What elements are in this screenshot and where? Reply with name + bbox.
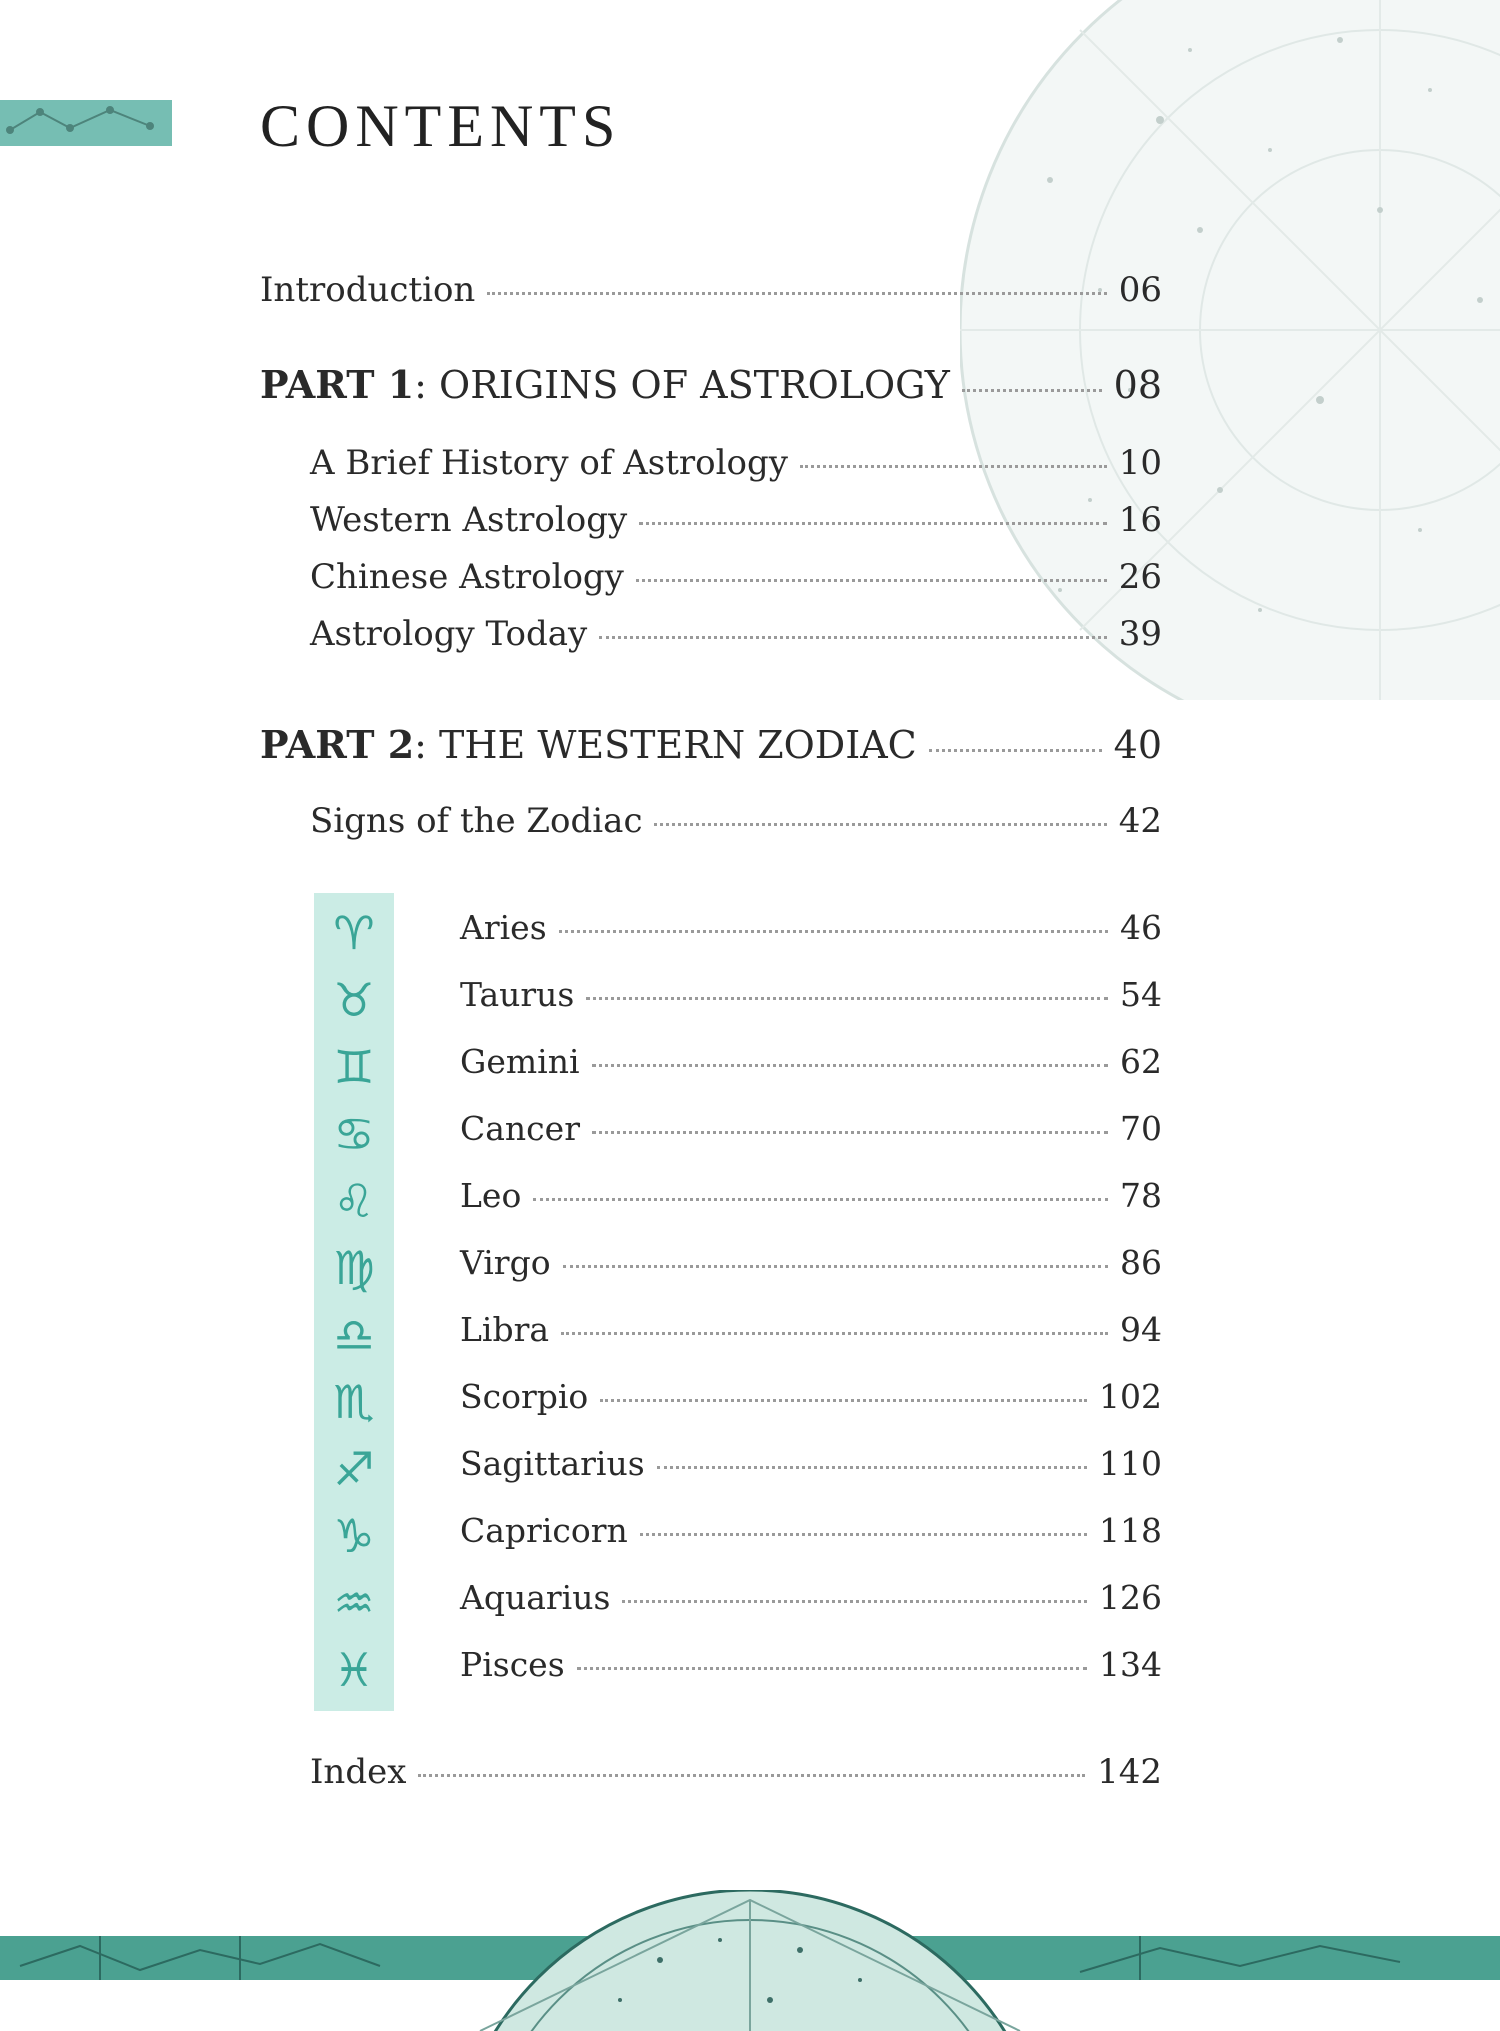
taurus-icon: ♉	[333, 973, 375, 1027]
gemini-icon: ♊	[333, 1040, 375, 1094]
dot-leader	[418, 1774, 1085, 1777]
toc-page: 118	[1099, 1511, 1162, 1550]
toc-label: Index	[310, 1752, 407, 1792]
toc-label: Pisces	[460, 1645, 565, 1684]
dot-leader	[622, 1600, 1087, 1603]
page-title: CONTENTS	[260, 93, 622, 159]
toc-entry-scorpio[interactable]	[460, 1377, 1162, 1416]
virgo-icon: ♍	[333, 1241, 375, 1295]
toc-page: 39	[1118, 614, 1162, 654]
toc-page: 86	[1120, 1243, 1162, 1282]
toc-page: 40	[1113, 723, 1162, 767]
toc-page: 142	[1097, 1752, 1162, 1792]
toc-page: 06	[1118, 270, 1162, 310]
dot-leader	[559, 930, 1108, 933]
toc-introduction[interactable]	[260, 270, 1162, 310]
toc-label: Leo	[460, 1176, 522, 1215]
toc-label: Cancer	[460, 1109, 580, 1148]
dot-leader	[636, 579, 1107, 582]
toc-page: 16	[1118, 500, 1162, 540]
toc-part-2[interactable]	[260, 722, 1162, 767]
toc-label: Taurus	[460, 975, 575, 1014]
dot-leader	[962, 389, 1102, 392]
star-chart-bottom-illustration	[440, 1890, 1060, 2031]
aquarius-icon: ♒	[333, 1576, 375, 1630]
toc-page: 110	[1099, 1444, 1162, 1483]
toc-page: 62	[1120, 1042, 1162, 1081]
dot-leader	[639, 522, 1107, 525]
decorative-band-top	[0, 100, 172, 146]
toc-entry-leo[interactable]	[460, 1176, 1162, 1215]
dot-leader	[600, 1399, 1087, 1402]
pisces-icon: ♓	[333, 1643, 375, 1697]
toc-entry-chinese-astrology[interactable]	[310, 557, 1162, 597]
dot-leader	[592, 1131, 1108, 1134]
toc-page: 134	[1099, 1645, 1162, 1684]
toc-label: A Brief History of Astrology	[310, 443, 788, 483]
toc-entry-aries[interactable]	[460, 908, 1162, 947]
toc-page: 08	[1113, 363, 1162, 407]
capricorn-icon: ♑	[333, 1509, 375, 1563]
part-name: : THE WESTERN ZODIAC	[414, 723, 917, 767]
toc-page: 70	[1120, 1109, 1162, 1148]
dot-leader	[586, 997, 1108, 1000]
dot-leader	[929, 749, 1102, 752]
toc-page: 78	[1120, 1176, 1162, 1215]
zodiac-glyph-strip	[314, 893, 394, 1711]
toc-page: 42	[1118, 801, 1162, 841]
toc-label: Scorpio	[460, 1377, 589, 1416]
toc-page: 46	[1120, 908, 1162, 947]
toc-page: 10	[1118, 443, 1162, 483]
dot-leader	[533, 1198, 1108, 1201]
toc-entry-libra[interactable]	[460, 1310, 1162, 1349]
toc-label: Capricorn	[460, 1511, 628, 1550]
part-name: : ORIGINS OF ASTROLOGY	[414, 363, 950, 407]
libra-icon: ♎	[333, 1308, 375, 1362]
toc-label: Aquarius	[460, 1578, 611, 1617]
toc-part-heading	[260, 722, 917, 767]
part-number: PART 1	[260, 362, 415, 407]
dot-leader	[657, 1466, 1087, 1469]
toc-entry-aquarius[interactable]	[460, 1578, 1162, 1617]
toc-entry-capricorn[interactable]	[460, 1511, 1162, 1550]
toc-entry-taurus[interactable]	[460, 975, 1162, 1014]
toc-entry-signs-of-the-zodiac[interactable]	[310, 801, 1162, 841]
cancer-icon: ♋	[333, 1107, 375, 1161]
dot-leader	[599, 636, 1106, 639]
toc-entry-cancer[interactable]	[460, 1109, 1162, 1148]
toc-entry-sagittarius[interactable]	[460, 1444, 1162, 1483]
toc-part-1[interactable]	[260, 362, 1162, 407]
dot-leader	[654, 823, 1106, 826]
toc-label: Western Astrology	[310, 500, 628, 540]
toc-entry-brief-history[interactable]	[310, 443, 1162, 483]
sagittarius-icon: ♐	[333, 1442, 375, 1496]
toc-label: Astrology Today	[310, 614, 588, 654]
part-number: PART 2	[260, 722, 415, 767]
dot-leader	[561, 1332, 1108, 1335]
toc-part-heading	[260, 362, 950, 407]
toc-label: Gemini	[460, 1042, 580, 1081]
toc-entry-virgo[interactable]	[460, 1243, 1162, 1282]
leo-icon: ♌	[333, 1174, 375, 1228]
toc-entry-gemini[interactable]	[460, 1042, 1162, 1081]
toc-entry-astrology-today[interactable]	[310, 614, 1162, 654]
toc-entry-western-astrology[interactable]	[310, 500, 1162, 540]
toc-page: 126	[1099, 1578, 1162, 1617]
toc-entry-pisces[interactable]	[460, 1645, 1162, 1684]
toc-label: Chinese Astrology	[310, 557, 624, 597]
toc-index[interactable]	[310, 1752, 1162, 1792]
dot-leader	[640, 1533, 1087, 1536]
toc-label: Introduction	[260, 270, 476, 310]
toc-page: 94	[1120, 1310, 1162, 1349]
toc-page: 26	[1118, 557, 1162, 597]
toc-page: 54	[1120, 975, 1162, 1014]
toc-label: Sagittarius	[460, 1444, 645, 1483]
scorpio-icon: ♏	[333, 1375, 375, 1429]
dot-leader	[487, 292, 1106, 295]
toc-page: 102	[1099, 1377, 1162, 1416]
toc-label: Signs of the Zodiac	[310, 801, 643, 841]
toc-label: Aries	[460, 908, 547, 947]
toc-label: Libra	[460, 1310, 550, 1349]
dot-leader	[577, 1667, 1087, 1670]
dot-leader	[563, 1265, 1108, 1268]
dot-leader	[592, 1064, 1108, 1067]
dot-leader	[800, 465, 1107, 468]
toc-label: Virgo	[460, 1243, 551, 1282]
aries-icon: ♈	[333, 906, 375, 960]
